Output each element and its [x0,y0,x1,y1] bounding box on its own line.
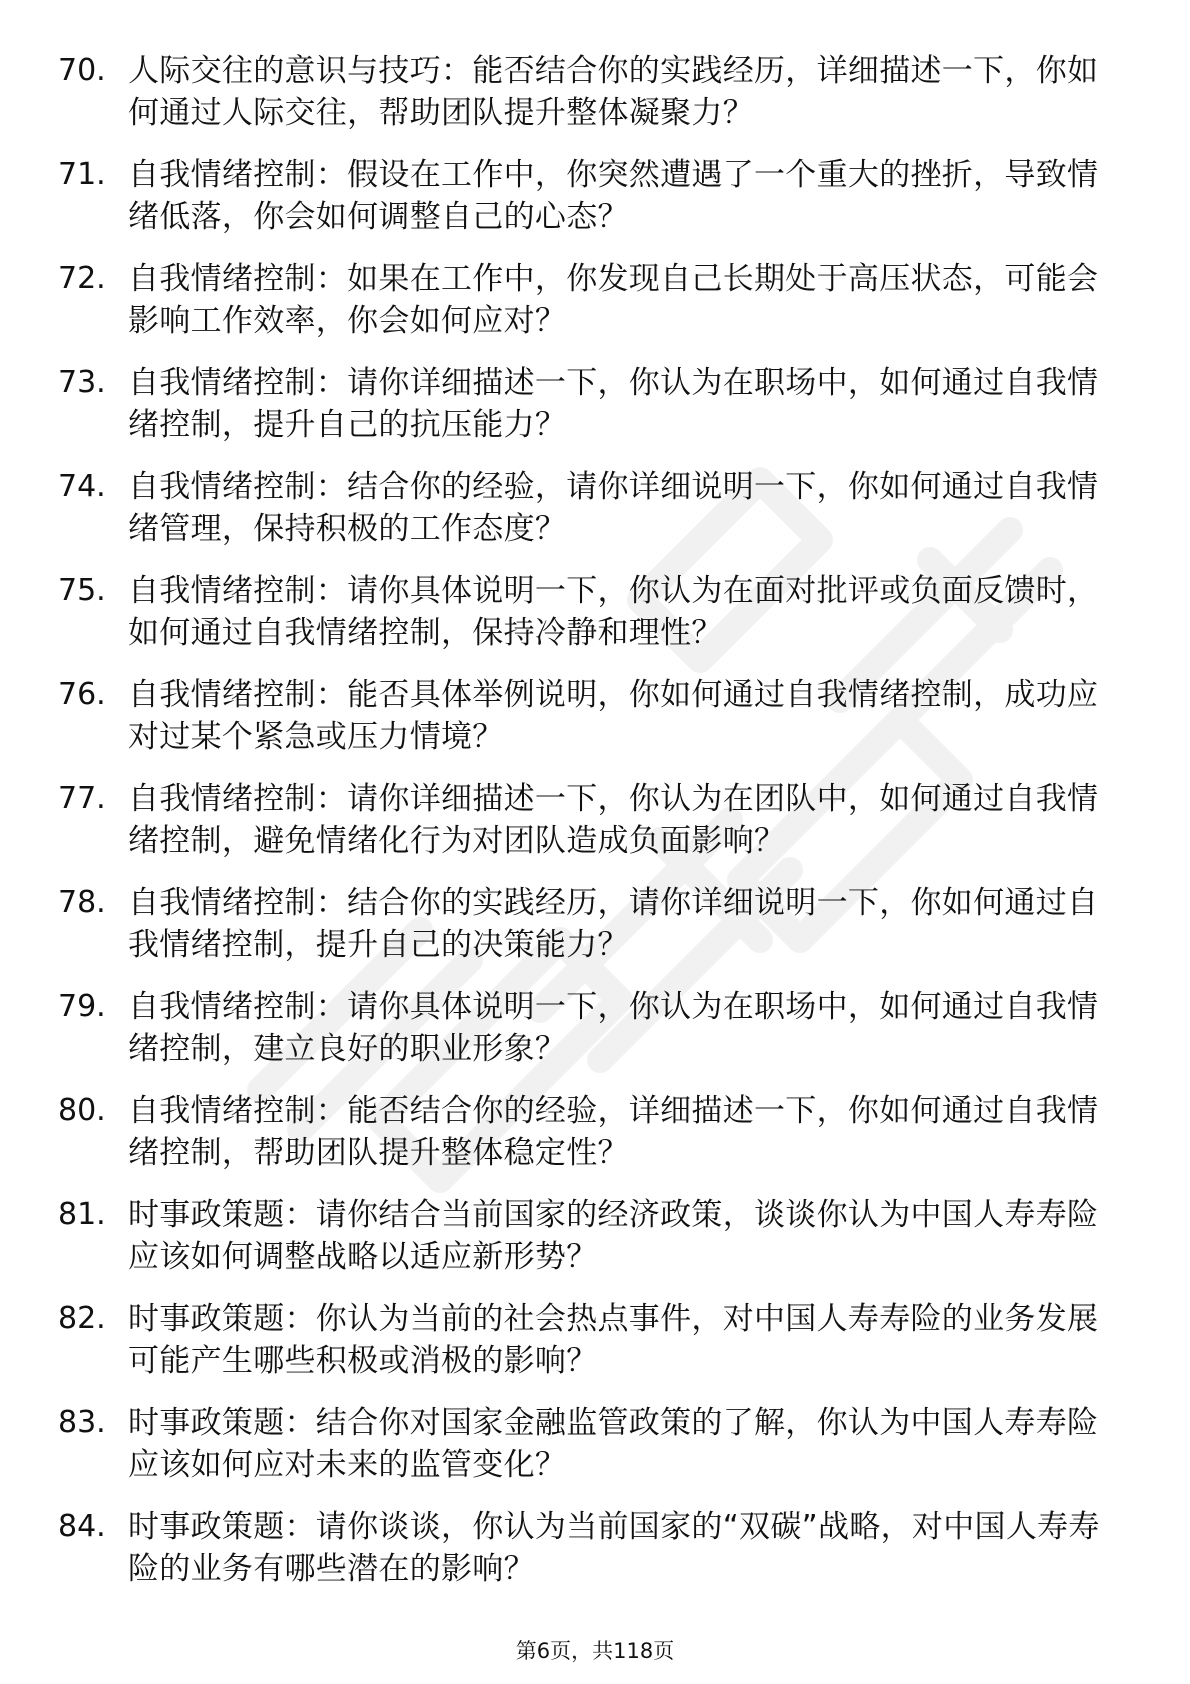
page-number-footer: 第6页，共118页 [515,1639,675,1663]
question-text: 时事政策题：你认为当前的社会热点事件，对中国人寿寿险的业务发展可能产生哪些积极或消极的影响？ [128,1301,1099,1379]
question-number: 75. [58,573,106,608]
question-item-84 [58,1506,1108,1590]
question-item-83 [58,1402,1108,1486]
question-text: 时事政策题：请你结合当前国家的经济政策，谈谈你认为中国人寿寿险应该如何调整战略以适应新形势？ [128,1197,1099,1275]
question-item-79 [58,986,1108,1070]
question-text: 人际交往的意识与技巧：能否结合你的实践经历，详细描述一下，你如何通过人际交往，帮助团队提升整体凝聚力？ [128,53,1099,131]
question-item-76 [58,674,1108,758]
question-number: 74. [58,469,106,504]
question-number: 80. [58,1093,106,1128]
question-text: 时事政策题：结合你对国家金融监管政策的了解，你认为中国人寿寿险应该如何应对未来的监管变化？ [128,1405,1099,1483]
question-item-73 [58,362,1108,446]
question-text: 自我情绪控制：如果在工作中，你发现自己长期处于高压状态，可能会影响工作效率，你会如何应对？ [128,261,1099,339]
question-text: 自我情绪控制：请你详细描述一下，你认为在团队中，如何通过自我情绪控制，避免情绪化行为对团队造成负面影响？ [128,781,1099,859]
question-item-82 [58,1298,1108,1382]
question-text: 自我情绪控制：能否结合你的经验，详细描述一下，你如何通过自我情绪控制，帮助团队提升整体稳定性？ [128,1093,1099,1171]
question-text: 自我情绪控制：能否具体举例说明，你如何通过自我情绪控制，成功应对过某个紧急或压力情境？ [128,677,1099,755]
question-item-74 [58,466,1108,550]
question-number: 73. [58,365,106,400]
question-number: 71. [58,157,106,192]
question-item-81 [58,1194,1108,1278]
question-number: 78. [58,885,106,920]
question-text: 自我情绪控制：结合你的经验，请你详细说明一下，你如何通过自我情绪管理，保持积极的工作态度？ [128,469,1099,547]
question-item-70 [58,50,1108,134]
question-number: 84. [58,1509,106,1544]
question-text: 自我情绪控制：请你具体说明一下，你认为在职场中，如何通过自我情绪控制，建立良好的职业形象？ [128,989,1099,1067]
question-item-77 [58,778,1108,862]
question-text: 自我情绪控制：请你具体说明一下，你认为在面对批评或负面反馈时，如何通过自我情绪控制，保持冷静和理性？ [128,573,1099,651]
question-number: 70. [58,53,106,88]
question-item-75 [58,570,1108,654]
question-number: 72. [58,261,106,296]
question-number: 79. [58,989,106,1024]
question-text: 自我情绪控制：结合你的实践经历，请你详细说明一下，你如何通过自我情绪控制，提升自己的决策能力？ [128,885,1099,963]
question-item-71 [58,154,1108,238]
question-number: 76. [58,677,106,712]
question-number: 82. [58,1301,106,1336]
question-number: 81. [58,1197,106,1232]
question-item-80 [58,1090,1108,1174]
question-number: 83. [58,1405,106,1440]
question-list [58,50,1108,1610]
question-item-78 [58,882,1108,966]
question-text: 自我情绪控制：假设在工作中，你突然遭遇了一个重大的挫折，导致情绪低落，你会如何调整自己的心态？ [128,157,1099,235]
question-item-72 [58,258,1108,342]
question-text: 自我情绪控制：请你详细描述一下，你认为在职场中，如何通过自我情绪控制，提升自己的抗压能力？ [128,365,1099,443]
question-text: 时事政策题：请你谈谈，你认为当前国家的“双碳”战略，对中国人寿寿险的业务有哪些潜在的影响？ [128,1509,1100,1587]
question-number: 77. [58,781,106,816]
